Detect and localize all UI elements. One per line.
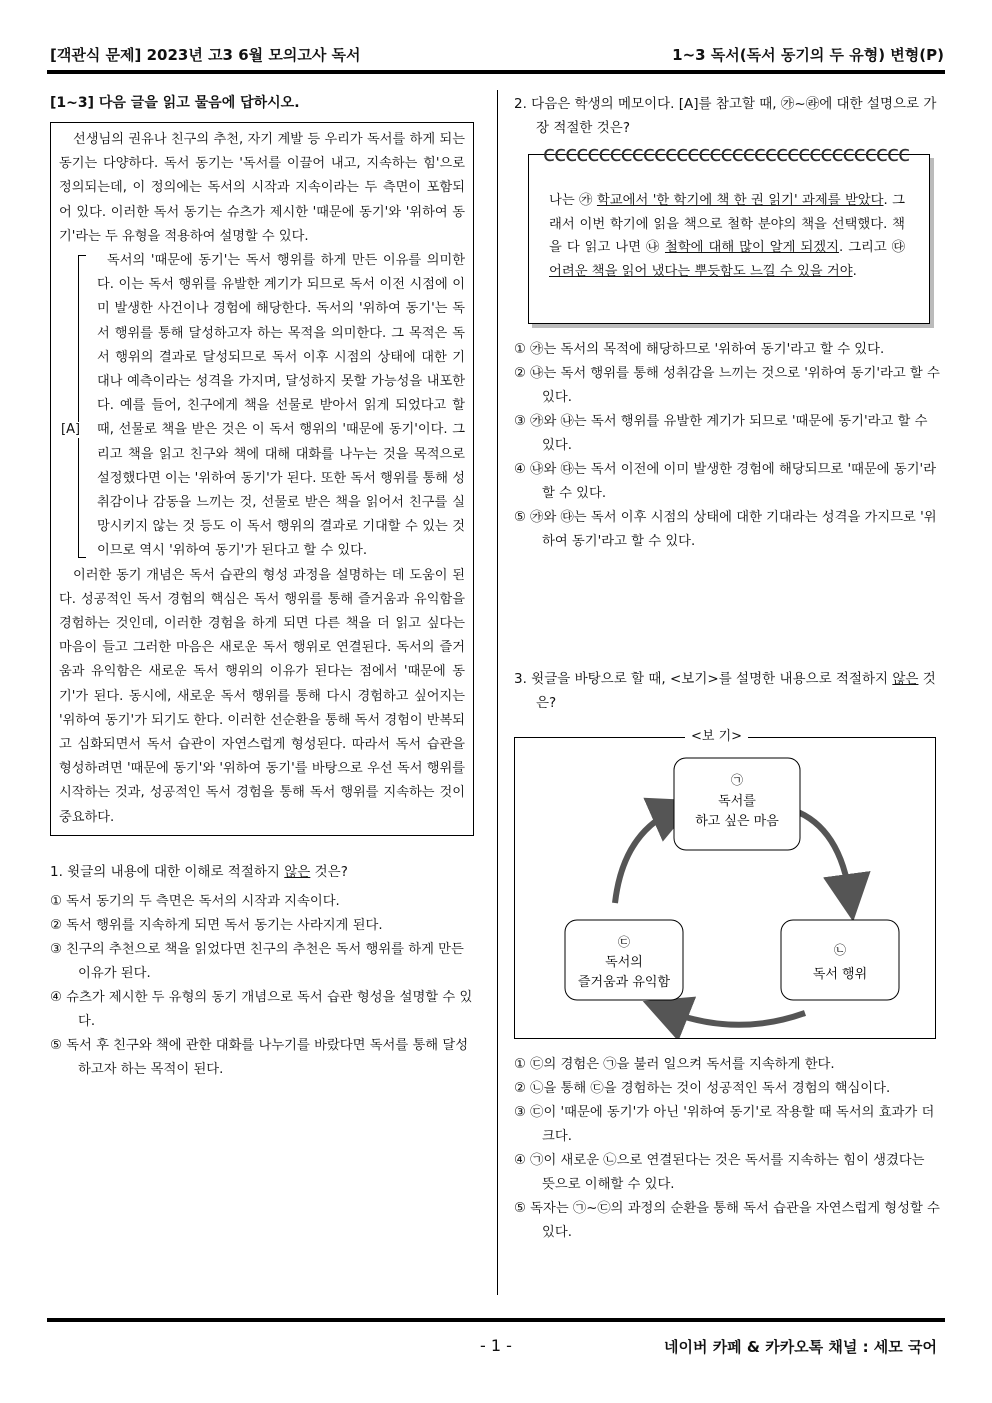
svg-text:독서를: 독서를 bbox=[718, 794, 756, 809]
question-2 bbox=[514, 92, 940, 554]
svg-text:독서 행위: 독서 행위 bbox=[812, 967, 868, 982]
page-number: - 1 - bbox=[480, 1336, 512, 1355]
q2-option-5[interactable]: ⑤ ㉮와 ㉰는 독서 이후 시점의 상태에 대한 기대라는 성격을 가지므로 '위하여 동기'라고 할 수 있다. bbox=[514, 510, 937, 549]
arrow-b-to-c bbox=[665, 1010, 805, 1025]
section-bracket bbox=[78, 255, 86, 558]
question-3-options bbox=[514, 1053, 940, 1245]
left-column bbox=[50, 92, 474, 1082]
right-column bbox=[514, 92, 940, 1240]
question-1 bbox=[50, 860, 474, 1082]
passage-paragraph-2: 독서의 '때문에 동기'는 독서 행위를 하게 만든 이유를 의미한다. 이는 독서 행위를 유발한 계기가 되므로 독서 이전 시점에 이미 발생한 사건이나 경험에 해당한다. 독서의 '위하여 동기'는 독서 행위를 통해 달성하고자 하는 목적을 의미한다. 그 목적은 독서 행위의 결과로 달성되므로 독서 이후 시점의 상태에 대한 기대나 예측이라는 성격을 가지며, 달성하지 못할 가능성을 내포한다. 예를 들어, 친구에게 책을 선물로 받아서 읽게 되었다고 할 때, 선물로 책을 받은 것은 이 독서 행위의 '때문에 동기'이다. 그리고 책을 읽고 친구와 책에 대해 대화를 나누는 것을 목적으로 설정했다면 이는 '위하여 동기'가 된다. 또한 독서 행위를 통해 성취감이나 감동을 느끼는 것, 선물로 받은 책을 읽어서 친구를 실망시키지 않는 것 등도 이 독서 행위의 결과로 기대할 수 있는 것이므로 역시 '위하여 동기'가 된다고 할 수 있다. bbox=[97, 253, 465, 559]
top-rule bbox=[47, 70, 945, 74]
question-1-stem: 1. 윗글의 내용에 대한 이해로 적절하지 않은 것은? bbox=[50, 863, 348, 880]
q1-option-2[interactable]: ② 독서 행위를 지속하게 되면 독서 동기는 사라지게 된다. bbox=[50, 917, 383, 933]
node-reading-act bbox=[781, 920, 899, 1000]
q3-option-3[interactable]: ③ ㉢이 '때문에 동기'가 아닌 '위하여 동기'로 작용할 때 독서의 효과가 더 크다. bbox=[514, 1105, 935, 1144]
q3-option-4[interactable]: ④ ㉠이 새로운 ㉡으로 연결된다는 것은 독서를 지속하는 힘이 생겼다는 뜻으로 이해할 수 있다. bbox=[514, 1153, 925, 1192]
q3-option-2[interactable]: ② ㉡을 통해 ㉢을 경험하는 것이 성공적인 독서 경험의 핵심이다. bbox=[514, 1081, 891, 1096]
bogi-box bbox=[514, 729, 936, 1039]
cycle-diagram bbox=[515, 738, 935, 1038]
q3-option-5[interactable]: ⑤ 독자는 ㉠~㉢의 과정의 순환을 통해 독서 습관을 자연스럽게 형성할 수 있다. bbox=[514, 1201, 940, 1240]
bogi-title: <보 기> bbox=[685, 728, 748, 746]
node-joy-and-benefit bbox=[565, 920, 683, 1000]
header-title: [객관식 문제] 2023년 고3 6월 모의고사 독서 bbox=[50, 46, 361, 64]
q1-option-4[interactable]: ④ 슈츠가 제시한 두 유형의 동기 개념으로 독서 습관 형성을 설명할 수 있다. bbox=[50, 989, 473, 1029]
svg-text:즐거움과 유익함: 즐거움과 유익함 bbox=[577, 975, 671, 990]
question-3-stem: 3. 윗글을 바탕으로 할 때, <보기>를 설명한 내용으로 적절하지 않은 것은? bbox=[514, 671, 936, 711]
arrow-c-to-a bbox=[615, 810, 675, 903]
svg-text:독서의: 독서의 bbox=[605, 955, 643, 970]
node-desire-to-read bbox=[674, 758, 800, 850]
svg-text:하고 싶은 마음: 하고 싶은 마음 bbox=[695, 814, 779, 829]
reading-passage bbox=[50, 122, 474, 836]
q2-option-1[interactable]: ① ㉮는 독서의 목적에 해당하므로 '위하여 동기'라고 할 수 있다. bbox=[514, 342, 885, 357]
q2-option-3[interactable]: ③ ㉮와 ㉯는 독서 행위를 유발한 계기가 되므로 '때문에 동기'라고 할 수 있다. bbox=[514, 414, 928, 453]
footer-channel: 네이버 카페 & 카카오톡 채널 : 세모 국어 bbox=[664, 1338, 937, 1356]
q1-option-3[interactable]: ③ 친구의 추천으로 책을 읽었다면 친구의 추천은 독서 행위를 하게 만든 이유가 된다. bbox=[50, 941, 464, 981]
question-3 bbox=[514, 667, 940, 1245]
q1-option-1[interactable]: ① 독서 동기의 두 측면은 독서의 시작과 지속이다. bbox=[50, 893, 340, 909]
bottom-rule bbox=[47, 1318, 945, 1322]
q2-option-2[interactable]: ② ㉯는 독서 행위를 통해 성취감을 느끼는 것으로 '위하여 동기'라고 할 수 있다. bbox=[514, 366, 940, 405]
column-divider bbox=[497, 90, 498, 1295]
header-subtitle: 1~3 독서(독서 동기의 두 유형) 변형(P) bbox=[672, 46, 944, 64]
q3-option-1[interactable]: ① ㉢의 경험은 ㉠을 불러 일으켜 독서를 지속하게 한다. bbox=[514, 1057, 835, 1072]
q2-option-4[interactable]: ④ ㉯와 ㉰는 독서 이전에 이미 발생한 경험에 해당되므로 '때문에 동기'라 할 수 있다. bbox=[514, 462, 937, 501]
question-1-options bbox=[50, 890, 474, 1082]
svg-text:㉠: ㉠ bbox=[730, 773, 744, 787]
passage-paragraph-1: 선생님의 권유나 친구의 추천, 자기 계발 등 우리가 독서를 하게 되는 동기는 다양하다. 독서 동기는 '독서를 이끌어 내고, 지속하는 힘'으로 정의되는데, 이 정의에는 독서의 시작과 지속이라는 두 측면이 포함되어 있다. 이러한 독서 동기는 슈츠가 제시한 '때문에 동기'와 '위하여 동기'라는 두 유형을 적용하여 설명할 수 있다. bbox=[59, 132, 465, 244]
question-2-stem: 2. 다음은 학생의 메모이다. [A]를 참고할 때, ㉮~㉱에 대한 설명으로 가장 적절한 것은? bbox=[514, 96, 937, 136]
instruction: [1~3] 다음 글을 읽고 물음에 답하시오. bbox=[50, 95, 300, 111]
student-memo bbox=[528, 144, 930, 324]
passage-paragraph-3: 이러한 동기 개념은 독서 습관의 형성 과정을 설명하는 데 도움이 된다. 성공적인 독서 경험의 핵심은 독서 행위를 통해 즐거움과 유익함을 경험하는 것인데, 이러한 경험을 하게 되면 다른 책을 더 읽고 싶다는 마음이 들고 그러한 마음은 새로운 독서 행위로 연결된다. 독서의 즐거움과 유익함은 새로운 독서 행위의 이유가 된다는 점에서 '때문에 동기'가 된다. 동시에, 새로운 독서 행위를 통해 다시 경험하고 싶어지는 '위하여 동기'가 되기도 한다. 이러한 선순환을 통해 독서 경험이 반복되고 심화되면서 독서 습관이 자연스럽게 형성된다. 따라서 독서 습관을 형성하려면 '때문에 동기'와 '위하여 동기'를 바탕으로 우선 독서 행위를 시작하는 것과, 성공적인 독서 경험을 통해 독서 행위를 지속하는 것이 중요하다. bbox=[59, 567, 465, 825]
passage-section-a bbox=[59, 249, 465, 564]
svg-text:㉡: ㉡ bbox=[833, 943, 847, 957]
memo-text: 나는 ㉮ 학교에서 '한 학기에 책 한 권 읽기' 과제를 받았다. 그래서 이번 학기에 읽을 책으로 철학 분야의 책을 선택했다. 책을 다 읽고 나면 ㉯ 철학에 대해 많이 알게 되겠지. 그리고 ㉰ 어려운 책을 읽어 냈다는 뿌듯함도 느낄 수 있을 거야. bbox=[549, 193, 906, 279]
svg-text:㉢: ㉢ bbox=[617, 935, 631, 949]
section-a-label: [A] bbox=[61, 422, 81, 438]
question-2-options bbox=[514, 338, 940, 554]
spiral-binding-icon: ccccccccccccccccccccccccccccccccc bbox=[543, 144, 910, 166]
q1-option-5[interactable]: ⑤ 독서 후 친구와 책에 관한 대화를 나누기를 바랐다면 독서를 통해 달성하고자 하는 목적이 된다. bbox=[50, 1037, 469, 1077]
